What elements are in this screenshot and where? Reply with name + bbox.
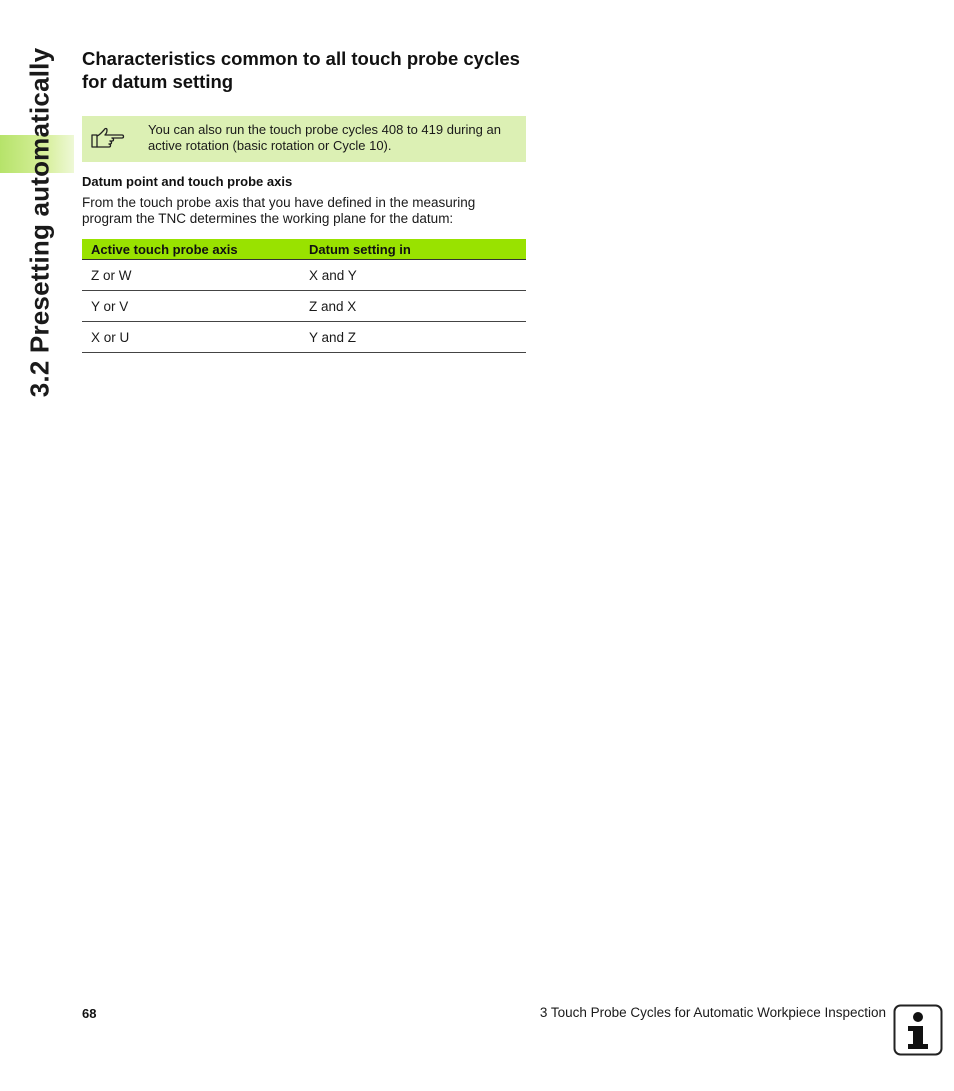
table-cell: Z and X <box>309 298 357 314</box>
info-icon <box>893 1004 943 1056</box>
table-row <box>82 260 526 291</box>
subsection-heading: Datum point and touch probe axis <box>82 174 293 189</box>
table-row <box>82 322 526 353</box>
table-cell: X and Y <box>309 267 357 283</box>
note-box <box>82 116 526 162</box>
section-title: Characteristics common to all touch probe cycles for datum setting <box>82 48 520 92</box>
note-text: You can also run the touch probe cycles 408 to 419 during an active rotation (basic rotation or Cycle 10). <box>148 122 501 153</box>
subsection-body: From the touch probe axis that you have defined in the measuring program the TNC determines the working plane for the datum: <box>82 195 476 226</box>
table-cell: Y or V <box>91 298 129 314</box>
table-cell: Z or W <box>91 267 132 283</box>
footer-chapter-title: 3 Touch Probe Cycles for Automatic Workpiece Inspection <box>539 1005 886 1020</box>
chapter-side-heading: 3.2 Presetting automatically <box>24 47 55 398</box>
pointing-hand-icon <box>90 125 126 151</box>
table-header-row <box>82 239 526 260</box>
table-cell: X or U <box>91 329 130 345</box>
table-header-cell: Active touch probe axis <box>91 241 238 257</box>
chapter-side-heading-wrapper <box>2 47 78 398</box>
datum-axis-table <box>82 239 526 353</box>
table-row <box>82 291 526 322</box>
table-cell: Y and Z <box>309 329 357 345</box>
page-number: 68 <box>82 1006 97 1021</box>
table-header-cell: Datum setting in <box>309 241 411 257</box>
